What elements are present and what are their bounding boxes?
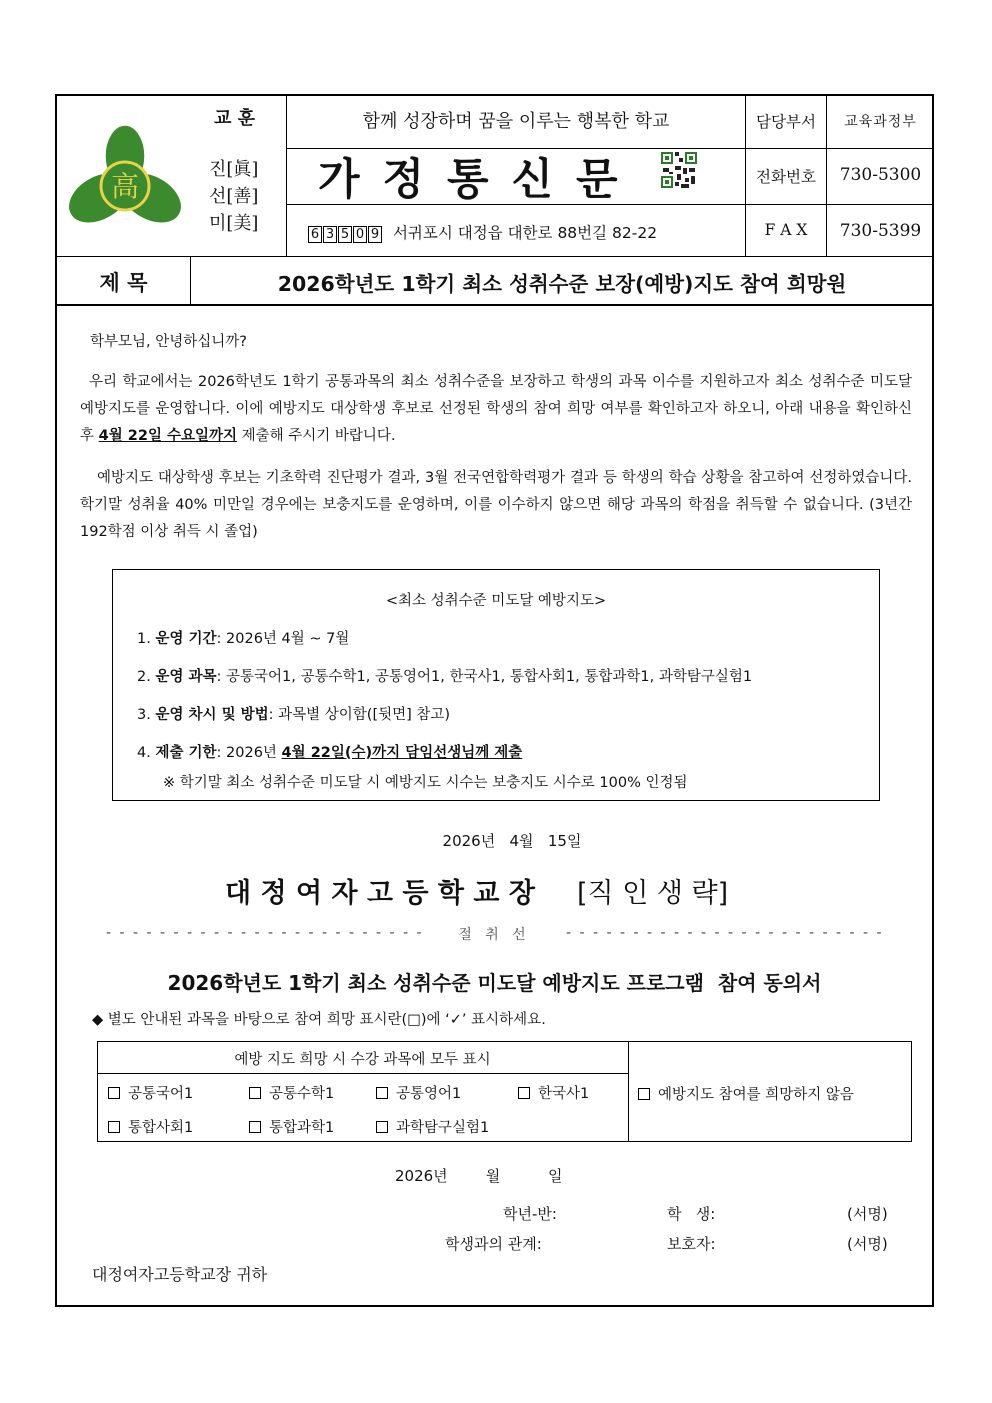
program-info-box — [112, 569, 880, 801]
grade-class-label: 학년-반: — [503, 1205, 557, 1223]
checkbox[interactable] — [108, 1121, 120, 1133]
header-divider — [745, 204, 934, 205]
header-divider — [745, 148, 934, 149]
info-item-method: 3. 운영 차시 및 방법: 과목별 상이함([뒷면] 참고) — [137, 707, 451, 723]
postal-digit: 3 — [323, 226, 337, 243]
subject-option-lab[interactable]: 과학탐구실험1 — [376, 1116, 489, 1137]
postal-digit: 0 — [353, 226, 367, 243]
postal-digit: 5 — [338, 226, 352, 243]
checkbox[interactable] — [249, 1121, 261, 1133]
greeting: 학부모님, 안녕하십니까? — [90, 334, 247, 350]
subject-option-english[interactable]: 공통영어1 — [376, 1082, 461, 1103]
decline-option[interactable]: 예방지도 참여를 희망하지 않음 — [638, 1083, 854, 1104]
principal-name: 대 정 여 자 고 등 학 교 장 — [225, 878, 535, 909]
seal-note: [직 인 생 략] — [577, 878, 729, 909]
cut-line-label: 절 취 선 — [458, 927, 526, 943]
checkbox[interactable] — [376, 1087, 388, 1099]
checkbox[interactable] — [249, 1087, 261, 1099]
checkbox[interactable] — [376, 1121, 388, 1133]
school-emblem-icon — [66, 122, 184, 232]
issue-date: 2026년 4월 15일 — [442, 832, 582, 850]
consent-table-divider — [97, 1073, 628, 1074]
subject-divider — [55, 304, 934, 306]
fax-value: 730-5399 — [839, 221, 922, 241]
info-item-deadline: 4. 제출 기한: 2026년 4월 22일(수)까지 담임선생님께 제출 — [137, 745, 523, 761]
phone-value: 730-5300 — [839, 165, 922, 185]
fax-label: F A X — [764, 221, 808, 239]
postal-address — [308, 221, 657, 243]
subject-option-social[interactable]: 통합사회1 — [108, 1116, 193, 1137]
phone-label: 전화번호 — [756, 168, 816, 186]
emblem-char: 高 — [110, 170, 140, 203]
selection-paragraph — [80, 465, 912, 546]
page-title: 가 정 통 신 문 — [318, 155, 622, 205]
motto-item-truth: 진[眞] — [209, 159, 259, 180]
cut-line-right: - - - - - - - - - - - - - - - - - - - - - - - - — [566, 925, 884, 941]
subject-option-korean[interactable]: 공통국어1 — [108, 1082, 193, 1103]
guardian-signature: (서명) — [847, 1235, 888, 1253]
motto-item-beauty: 미[美] — [209, 213, 259, 234]
relation-label: 학생과의 관계: — [445, 1235, 542, 1253]
info-item-subjects: 2. 운영 과목: 공통국어1, 공통수학1, 공통영어1, 한국사1, 통합사회1, 통합과학1, 과학탐구실험1 — [137, 669, 753, 685]
guardian-label: 보호자: — [667, 1235, 716, 1253]
checkbox[interactable] — [108, 1087, 120, 1099]
intro-paragraph — [80, 369, 912, 450]
department-label: 담당부서 — [756, 113, 816, 131]
postal-digit: 9 — [368, 226, 382, 243]
header-divider — [55, 256, 934, 257]
subject-title: 2026학년도 1학기 최소 성취수준 보장(예방)지도 참여 희망원 — [277, 272, 847, 296]
deadline-highlight: 4월 22일 수요일까지 — [98, 428, 238, 444]
cut-line-left: - - - - - - - - - - - - - - - - - - - - - - - - — [106, 925, 424, 941]
subject-option-history[interactable]: 한국사1 — [518, 1082, 589, 1103]
info-item-period: 1. 운영 기간: 2026년 4월 ~ 7월 — [137, 631, 350, 647]
motto-item-goodness: 선[善] — [209, 186, 259, 207]
info-box-title: <최소 성취수준 미도달 예방지도> — [385, 593, 607, 609]
consent-form-title: 2026학년도 1학기 최소 성취수준 미도달 예방지도 프로그램 참여 동의서 — [167, 971, 822, 995]
consent-table-divider — [628, 1041, 629, 1142]
department-value: 교육과정부 — [844, 114, 917, 130]
subject-label: 제 목 — [99, 271, 148, 295]
school-slogan: 함께 성장하며 꿈을 이루는 행복한 학교 — [362, 111, 670, 132]
intro-text: 우리 학교에서는 2026학년도 1학기 공통과목의 최소 성취수준을 보장하고 학생의 과목 이수를 지원하고자 최소 성취수준 미도달 예방지도를 운영합니다. 이에 예방지도 대상학생 후보로 선정된 학생의 참여 희망 여부를 확인하고자 하오니, 아래 내용을 확인하신 후 — [80, 374, 912, 444]
subject-option-math[interactable]: 공통수학1 — [249, 1082, 334, 1103]
selection-text: 예방지도 대상학생 후보는 기초학력 진단평가 결과, 3월 전국연합학력평가 결과 등 학생의 학습 상황을 참고하여 선정하였습니다. 학기말 성취율 40% 미만일 경우에는 보충지도를 운영하며, 이를 이수하지 않으면 해당 과목의 학점을 취득할 수 없습니다. (3년간 192학점 이상 취득 시 졸업) — [80, 470, 912, 540]
checkbox[interactable] — [638, 1088, 650, 1100]
qr-code-icon — [659, 150, 699, 190]
subject-option-science[interactable]: 통합과학1 — [249, 1116, 334, 1137]
signature-date: 2026년 월 일 — [395, 1167, 563, 1185]
checkbox[interactable] — [518, 1087, 530, 1099]
address-text: 서귀포시 대정읍 대한로 88번길 82-22 — [392, 224, 658, 242]
postal-digit: 6 — [308, 226, 322, 243]
consent-table-header: 예방 지도 희망 시 수강 과목에 모두 표시 — [234, 1052, 491, 1068]
info-note: ※ 학기말 최소 성취수준 미도달 시 예방지도 시수는 보충지도 시수로 100% 인정됨 — [163, 775, 688, 791]
motto-label: 교 훈 — [214, 108, 256, 129]
student-signature: (서명) — [847, 1205, 888, 1223]
student-label: 학 생: — [667, 1205, 716, 1223]
addressee: 대정여자고등학교장 귀하 — [92, 1265, 268, 1284]
intro-text-end: 제출해 주시기 바랍니다. — [237, 428, 396, 444]
consent-instruction: ◆ 별도 안내된 과목을 바탕으로 참여 희망 표시란(□)에 ‘✓’ 표시하세요. — [92, 1012, 546, 1028]
